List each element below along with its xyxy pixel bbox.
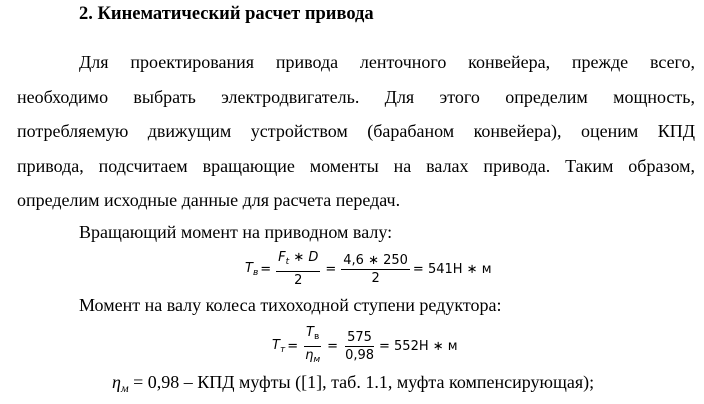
fraction-denominator: 2: [294, 273, 303, 288]
paragraph-line: Для проектирования привода ленточного конвейера, прежде всего,: [79, 52, 695, 72]
fraction-denominator: 2: [371, 270, 380, 286]
equals-sign: =: [327, 339, 339, 354]
fraction-denominator: 0,98: [345, 348, 375, 363]
equals-sign: =: [260, 261, 272, 277]
formula-result: = 552Н ∗ м: [379, 339, 458, 354]
fraction-denominator: $\eta_м$: [305, 348, 321, 365]
fraction: [343, 330, 376, 363]
wheel-shaft-formula: [272, 325, 458, 368]
fraction: [276, 250, 320, 288]
fraction-numerator: $T_в$: [304, 325, 321, 347]
coupling-efficiency-note: [112, 372, 594, 396]
equals-sign: =: [287, 339, 299, 354]
fraction-numerator: 575: [347, 330, 372, 345]
paragraph-line: потребляемую движущим устройством (барабаном конвейера), оценим КПД: [17, 121, 695, 141]
fraction: [303, 325, 322, 368]
drive-shaft-formula: [245, 250, 492, 288]
drive-shaft-sentence: Вращающий момент на приводном валу:: [79, 222, 393, 242]
fraction-numerator: $F_t$ ∗ D: [276, 250, 320, 272]
wheel-shaft-sentence: Момент на валу колеса тихоходной ступени редуктора:: [79, 295, 502, 315]
formula-result: = 541Н ∗ м: [412, 261, 492, 277]
fraction-numerator: 4,6 ∗ 250: [343, 252, 408, 268]
efficiency-symbol-subscript: м: [120, 381, 129, 395]
paragraph-line: определим исходные данные для расчета передач.: [17, 190, 401, 210]
formula-lhs: $T_т$: [272, 338, 286, 355]
formula-lhs: $T_в$: [245, 260, 259, 278]
note-text: = 0,98 – КПД муфты ([1], таб. 1.1, муфта компенсирующая);: [128, 372, 595, 392]
efficiency-symbol: η: [112, 372, 121, 392]
intro-paragraph: [17, 45, 695, 218]
section-heading: 2. Кинематический расчет привода: [79, 4, 374, 24]
equals-sign: =: [325, 261, 337, 277]
paragraph-line: привода, подсчитаем вращающие моменты на валах привода. Таким образом,: [17, 155, 695, 176]
fraction: [341, 253, 410, 286]
paragraph-line: необходимо выбрать электродвигатель. Для этого определим мощность,: [17, 86, 695, 107]
